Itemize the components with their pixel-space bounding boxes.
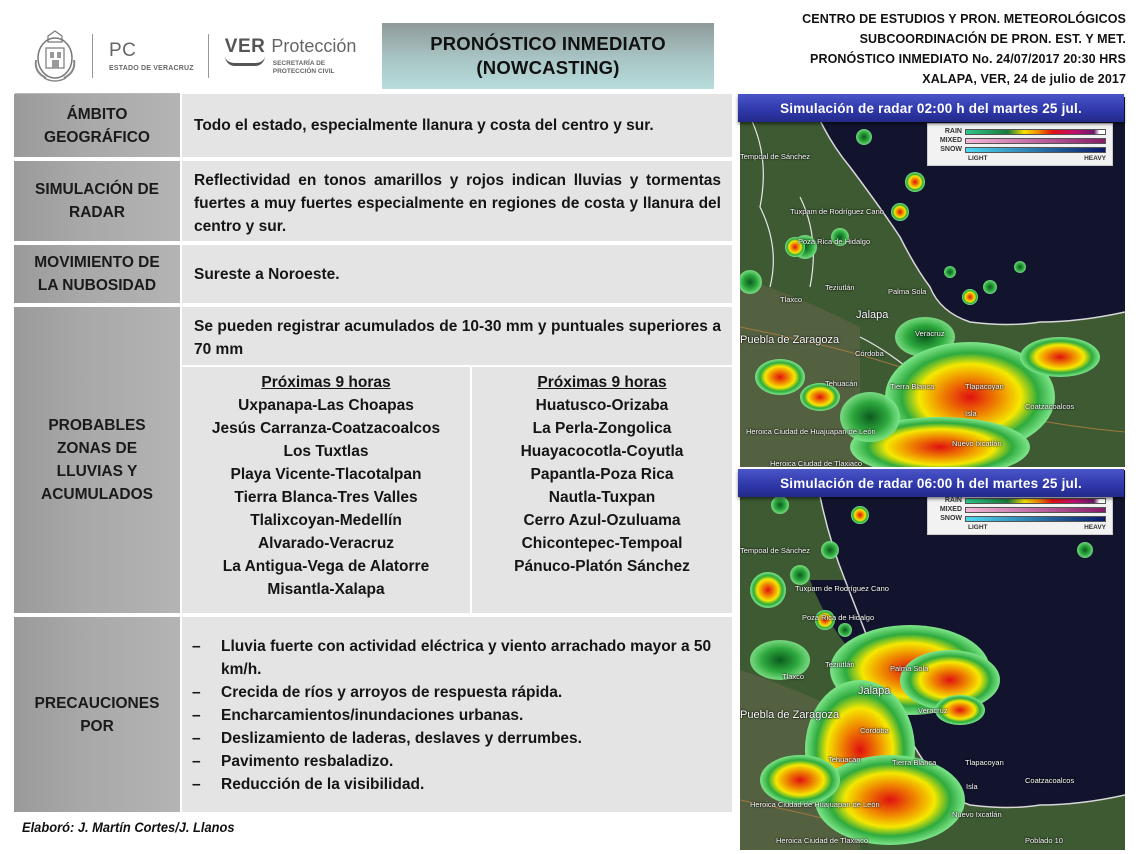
- city-label: Nuevo Ixcatlán: [952, 810, 1002, 819]
- precaution-item: [192, 704, 722, 727]
- label-text: PRECAUCIONES POR: [34, 694, 160, 735]
- row-probables: [14, 307, 732, 613]
- radar-legend: [927, 123, 1113, 166]
- logos-header: [30, 26, 370, 86]
- zones-column-left: [182, 367, 470, 613]
- page-title: [382, 23, 714, 89]
- legend-light: LIGHT: [968, 155, 988, 162]
- logo-divider: [208, 34, 209, 78]
- precaution-text: Lluvia fuerte con actividad eléctrica y viento arrachado mayor a 50 km/h.: [221, 638, 712, 678]
- zones-column-right: [472, 367, 732, 613]
- precaution-text: Deslizamiento de laderas, deslaves y derrumbes.: [221, 730, 582, 747]
- city-label: Teziutlán: [825, 283, 855, 292]
- legend-rain-label: RAIN: [944, 128, 962, 135]
- city-label: Tlaxco: [782, 672, 805, 681]
- precaution-item: [192, 773, 722, 796]
- bullet-dash: –: [192, 730, 201, 747]
- zone-item: Alvarado-Veracruz: [257, 535, 395, 552]
- header-info-line: CENTRO DE ESTUDIOS Y PRON. METEOROLÓGICOS: [802, 12, 1126, 26]
- row-label: [14, 307, 180, 613]
- legend-mixed-bar: [965, 507, 1106, 513]
- zone-item: Playa Vicente-Tlacotalpan: [230, 466, 422, 483]
- legend-snow-label: SNOW: [940, 515, 962, 522]
- legend-mixed-label: MIXED: [939, 137, 962, 144]
- zone-item: Chicontepec-Tempoal: [521, 535, 683, 552]
- zone-item: Los Tuxtlas: [283, 443, 369, 460]
- radar-title: Simulación de radar 06:00 h del martes 25 jul.: [780, 475, 1082, 491]
- zone-item: Uxpanapa-Las Choapas: [238, 397, 414, 414]
- bullet-dash: –: [192, 684, 201, 701]
- forecast-table: [14, 94, 732, 812]
- row-content: [182, 307, 732, 613]
- label-text: ÁMBITO GEOGRÁFICO: [44, 105, 150, 146]
- veracruz-crest-icon: [30, 28, 80, 84]
- pc-title: PC: [109, 39, 137, 61]
- legend-rain-bar: [965, 129, 1106, 135]
- acumulados-text: Se pueden registrar acumulados de 10-30 mm y puntuales superiores a 70 mm: [182, 307, 732, 365]
- bullet-dash: –: [192, 776, 201, 793]
- label-text: PROBABLES ZONAS DE LLUVIAS Y ACUMULADOS: [41, 417, 153, 503]
- legend-heavy: HEAVY: [1084, 155, 1106, 162]
- city-label: Tlapacoyan: [965, 758, 1004, 767]
- city-label: Jalapa: [856, 309, 889, 321]
- city-label: Tlapacoyan: [965, 382, 1004, 391]
- header-info: [802, 9, 1126, 89]
- city-label: Poza Rica de Hidalgo: [802, 613, 875, 622]
- row-label: [14, 617, 180, 812]
- city-label: Palma Sola: [890, 664, 929, 673]
- zone-item: Huayacocotla-Coyutla: [520, 443, 684, 460]
- city-label: Isla: [965, 409, 977, 418]
- bullet-dash: –: [192, 707, 201, 724]
- row-precauciones: [14, 617, 732, 812]
- pc-subtitle: ESTADO DE VERACRUZ: [109, 64, 194, 72]
- zone-item: Papantla-Poza Rica: [530, 466, 674, 483]
- zone-item: La Antigua-Vega de Alatorre: [222, 558, 430, 575]
- city-label: Heroica Ciudad de Huajuapan de León: [746, 427, 876, 436]
- label-text: SIMULACIÓN DE RADAR: [35, 181, 159, 221]
- logo-divider: [92, 34, 93, 78]
- ver-proteccion-logo: [225, 36, 357, 76]
- zone-item: Misantla-Xalapa: [267, 581, 385, 598]
- city-label: Tehuacán: [825, 379, 858, 388]
- zone-item: Tierra Blanca-Tres Valles: [234, 489, 418, 506]
- city-label: Tempoal de Sánchez: [740, 152, 811, 161]
- city-label: Poza Rica de Hidalgo: [798, 237, 871, 246]
- zone-item: Nautla-Tuxpan: [548, 489, 656, 506]
- city-label: Nuevo Ixcatlán: [952, 439, 1002, 448]
- row-content: [182, 617, 732, 812]
- author-credit: Elaboró: J. Martín Cortes/J. Llanos: [22, 819, 235, 835]
- legend-snow-bar: [965, 147, 1106, 153]
- legend-heavy: HEAVY: [1084, 524, 1106, 531]
- zone-item: Huatusco-Orizaba: [535, 397, 669, 414]
- city-label: Poblado 10: [1025, 836, 1063, 845]
- precaution-text: Crecida de ríos y arroyos de respuesta rápida.: [221, 684, 563, 701]
- precaution-item: [192, 727, 722, 750]
- city-label: Heroica Ciudad de Huajuapan de León: [750, 800, 880, 809]
- zone-item: Cerro Azul-Ozuluama: [523, 512, 681, 529]
- row-content: Sureste a Noroeste.: [182, 245, 732, 303]
- row-movimiento: [14, 245, 732, 303]
- city-label: Heroica Ciudad de Tlaxiaco: [776, 836, 868, 845]
- city-label: Teziutlán: [825, 660, 855, 669]
- header-info-line: PRONÓSTICO INMEDIATO No. 24/07/2017 20:30 HRS: [810, 52, 1126, 66]
- row-simulacion: [14, 161, 732, 241]
- precaution-text: Encharcamientos/inundaciones urbanas.: [221, 707, 524, 724]
- title-line1: PRONÓSTICO INMEDIATO: [430, 33, 666, 54]
- label-text: MOVIMIENTO DE LA NUBOSIDAD: [34, 254, 160, 294]
- city-label: Puebla de Zaragoza: [740, 709, 840, 721]
- city-label: Tuxpam de Rodríguez Cano: [795, 584, 889, 593]
- header-info-line: XALAPA, VER, 24 de julio de 2017: [922, 72, 1126, 86]
- legend-light: LIGHT: [968, 524, 988, 531]
- ver-sub-line2: PROTECCIÓN CIVIL: [272, 68, 335, 75]
- ver-word: VER: [224, 36, 266, 57]
- radar-title: Simulación de radar 02:00 h del martes 25 jul.: [780, 100, 1082, 116]
- city-label: Tierra Blanca: [892, 758, 937, 767]
- city-label: Isla: [966, 782, 978, 791]
- header-info-line: SUBCOORDINACIÓN DE PRON. EST. Y MET.: [859, 32, 1126, 46]
- radar-title-banner: [738, 469, 1124, 497]
- row-ambito: [14, 94, 732, 157]
- precaution-text: Reducción de la visibilidad.: [221, 776, 425, 793]
- row-content: Reflectividad en tonos amarillos y rojos indican lluvias y tormentas fuertes a muy fuertes especialmente en regiones de costa y llanura del centro y sur.: [182, 161, 732, 241]
- radar-title-banner: [738, 94, 1124, 122]
- ver-sub-line1: SECRETARÍA DE: [272, 60, 326, 67]
- precaution-item: [192, 635, 722, 681]
- zones-grid: [182, 367, 732, 613]
- zones-heading: Próximas 9 horas: [261, 374, 391, 391]
- legend-snow-label: SNOW: [940, 146, 962, 153]
- smile-swoosh-icon: [225, 56, 265, 66]
- zone-item: Jesús Carranza-Coatzacoalcos: [211, 420, 441, 437]
- city-label: Palma Sola: [888, 287, 927, 296]
- zone-item: Pánuco-Platón Sánchez: [514, 558, 690, 575]
- pc-logo: [109, 41, 194, 72]
- city-label: Coatzacoalcos: [1025, 402, 1075, 411]
- city-label: Tehuacán: [828, 755, 861, 764]
- city-label: Córdoba: [855, 349, 884, 358]
- row-label: [14, 161, 180, 241]
- row-content: Todo el estado, especialmente llanura y costa del centro y sur.: [182, 94, 732, 157]
- city-label: Tierra Blanca: [890, 382, 935, 391]
- city-label: Puebla de Zaragoza: [740, 334, 840, 346]
- precaution-text: Pavimento resbaladizo.: [221, 753, 394, 770]
- city-label: Veracruz: [918, 706, 948, 715]
- city-label: Veracruz: [915, 329, 945, 338]
- row-label: [14, 94, 180, 157]
- city-label: Tempoal de Sánchez: [740, 546, 811, 555]
- city-label: Jalapa: [858, 685, 891, 697]
- zone-item: La Perla-Zongolica: [532, 420, 672, 437]
- precaution-item: [192, 750, 722, 773]
- bullet-dash: –: [192, 753, 201, 770]
- legend-mixed-label: MIXED: [939, 506, 962, 513]
- row-label: [14, 245, 180, 303]
- radar-map-0200: [740, 97, 1125, 467]
- bullet-dash: –: [192, 638, 201, 655]
- zone-item: Tlalixcoyan-Medellín: [250, 512, 402, 529]
- city-label: Tuxpam de Rodríguez Cano: [790, 207, 884, 216]
- city-label: Coatzacoalcos: [1025, 776, 1075, 785]
- legend-rain-bar: [965, 498, 1106, 504]
- city-label: Córdoba: [860, 726, 889, 735]
- proteccion-word: Protección: [271, 36, 357, 56]
- city-label: Heroica Ciudad de Tlaxiaco: [770, 459, 862, 467]
- radar-map-0600: [740, 470, 1125, 850]
- legend-mixed-bar: [965, 138, 1106, 144]
- radar-legend: [927, 492, 1113, 535]
- precaution-item: [192, 681, 722, 704]
- title-line2: (NOWCASTING): [476, 57, 620, 78]
- zones-heading: Próximas 9 horas: [537, 374, 667, 391]
- legend-snow-bar: [965, 516, 1106, 522]
- legend-rain-label: RAIN: [944, 497, 962, 504]
- city-label: Tlaxco: [780, 295, 803, 304]
